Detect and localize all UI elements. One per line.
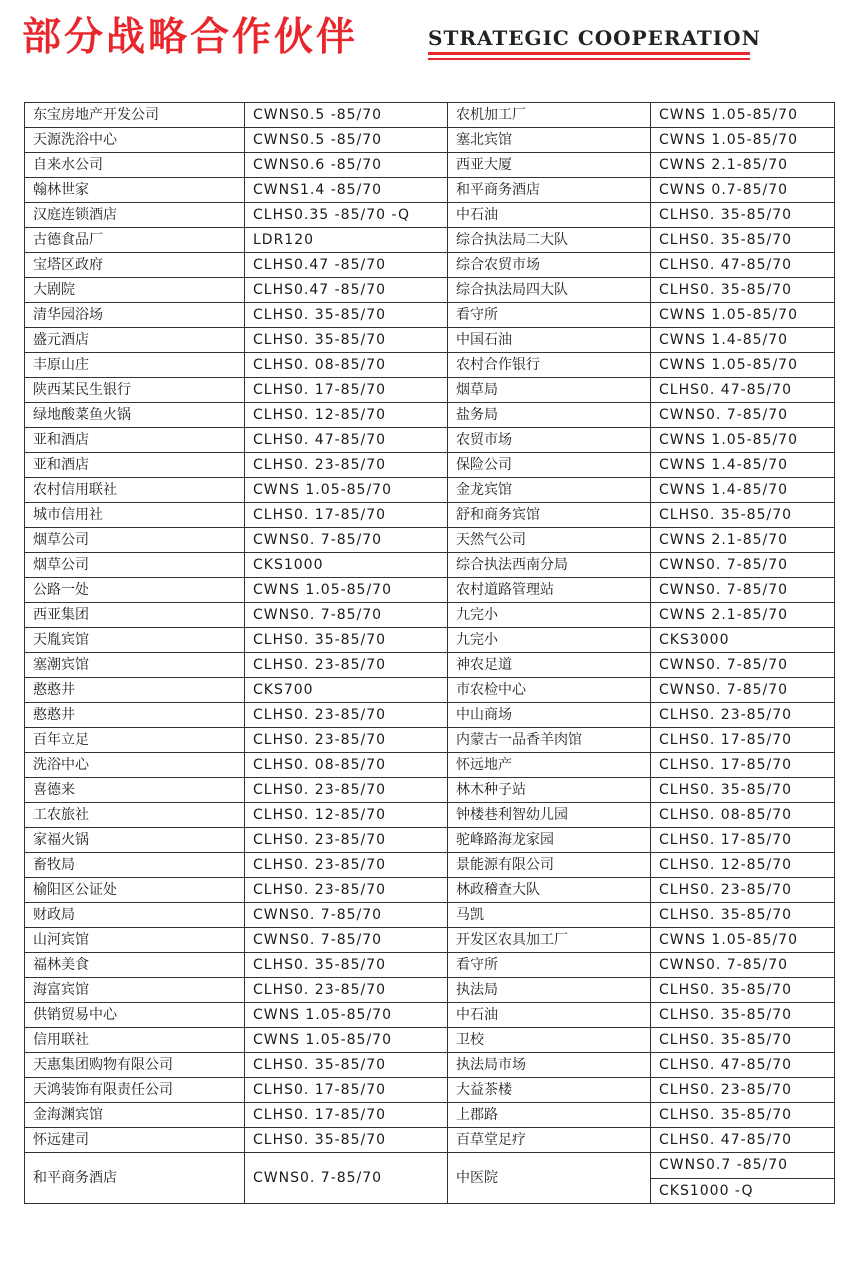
page-title: 部分战略合作伙伴 [22,15,359,60]
table-row [25,803,835,828]
client-name-cell: 烟草公司 [25,553,245,578]
client-name-cell: 中石油 [448,1003,651,1028]
client-name-cell: 盛元酒店 [25,328,245,353]
product-model-cell: CKS700 [245,678,448,703]
product-model-cell: CLHS0. 23-85/70 [245,853,448,878]
product-model-cell: CLHS0. 23-85/70 [651,703,835,728]
product-model-cell: CLHS0. 12-85/70 [245,803,448,828]
product-model-cell: CLHS0. 23-85/70 [245,728,448,753]
table-row [25,1128,835,1153]
product-model-cell: CLHS0. 35-85/70 [245,303,448,328]
client-name-cell: 信用联社 [25,1028,245,1053]
table-row [25,528,835,553]
client-name-cell: 烟草公司 [25,528,245,553]
product-model-cell: CWNS0. 7-85/70 [245,603,448,628]
client-name-cell: 亚和酒店 [25,453,245,478]
client-name-cell: 工农旅社 [25,803,245,828]
client-name-cell: 烟草局 [448,378,651,403]
client-name-cell: 九完小 [448,628,651,653]
product-model-cell: CLHS0. 47-85/70 [651,1053,835,1078]
client-name-cell: 大剧院 [25,278,245,303]
page-subtitle-english: STRATEGIC COOPERATION [428,26,761,50]
client-name-cell: 天胤宾馆 [25,628,245,653]
client-name-cell: 和平商务酒店 [448,178,651,203]
client-name-cell: 陕西某民生银行 [25,378,245,403]
product-model-cell: CLHS0. 23-85/70 [245,978,448,1003]
client-name-cell: 翰林世家 [25,178,245,203]
client-name-cell: 塞潮宾馆 [25,653,245,678]
product-model-cell: CWNS 1.4-85/70 [651,478,835,503]
product-model-cell: CWNS0. 7-85/70 [651,553,835,578]
product-model-cell: CWNS0. 7-85/70 [651,678,835,703]
product-model-cell: CLHS0. 23-85/70 [245,453,448,478]
client-name-cell: 西亚大厦 [448,153,651,178]
product-model-cell: CWNS0. 7-85/70 [651,578,835,603]
table-row [25,328,835,353]
table-row [25,628,835,653]
client-name-cell: 综合农贸市场 [448,253,651,278]
product-model-cell: CLHS0.47 -85/70 [245,253,448,278]
table-row [25,378,835,403]
table-row [25,703,835,728]
product-model-cell: CWNS 0.7-85/70 [651,178,835,203]
product-model-cell: CLHS0. 17-85/70 [651,828,835,853]
product-model-cell: CWNS 1.05-85/70 [651,428,835,453]
product-model-cell: CLHS0. 47-85/70 [651,1128,835,1153]
product-model-cell: CWNS 1.05-85/70 [245,1003,448,1028]
client-name-cell: 综合执法局四大队 [448,278,651,303]
product-model-cell: CWNS0. 7-85/70 [651,653,835,678]
table-row [25,928,835,953]
product-model-cell: CLHS0. 47-85/70 [651,253,835,278]
client-name-cell: 天惠集团购物有限公司 [25,1053,245,1078]
product-model-cell: CLHS0. 17-85/70 [245,503,448,528]
table-row [25,853,835,878]
client-name-cell: 和平商务酒店 [25,1153,245,1204]
client-name-cell: 公路一处 [25,578,245,603]
product-model-cell: CLHS0. 35-85/70 [651,228,835,253]
table-row [25,953,835,978]
client-name-cell: 丰原山庄 [25,353,245,378]
client-name-cell: 绿地酸菜鱼火锅 [25,403,245,428]
product-model-cell: CWNS0. 7-85/70 [245,528,448,553]
client-name-cell: 海富宾馆 [25,978,245,1003]
client-name-cell: 怀远地产 [448,753,651,778]
product-model-cell: CWNS0.5 -85/70 [245,128,448,153]
table-row [25,878,835,903]
product-model-cell: CWNS 1.05-85/70 [245,478,448,503]
table-row [25,1053,835,1078]
partner-table [24,102,835,1204]
client-name-cell: 福林美食 [25,953,245,978]
product-model-cell: CWNS0. 7-85/70 [245,903,448,928]
client-name-cell: 执法局 [448,978,651,1003]
product-model-cell: CLHS0. 35-85/70 [651,503,835,528]
product-model-cell: CWNS0.7 -85/70 [651,1153,835,1179]
table-row [25,403,835,428]
product-model-cell: CLHS0. 23-85/70 [651,1078,835,1103]
product-model-cell: CLHS0. 23-85/70 [245,778,448,803]
product-model-cell: CLHS0. 17-85/70 [651,753,835,778]
table-row [25,603,835,628]
client-name-cell: 畜牧局 [25,853,245,878]
product-model-cell: CWNS1.4 -85/70 [245,178,448,203]
product-model-cell: CWNS 1.05-85/70 [651,103,835,128]
client-name-cell: 马凯 [448,903,651,928]
client-name-cell: 中山商场 [448,703,651,728]
product-model-cell: CWNS 1.05-85/70 [651,928,835,953]
product-model-cell: CWNS 1.4-85/70 [651,328,835,353]
client-name-cell: 洗浴中心 [25,753,245,778]
product-model-cell: CWNS 1.05-85/70 [245,578,448,603]
product-model-cell: CWNS0. 7-85/70 [245,928,448,953]
product-model-cell: CLHS0. 35-85/70 [245,953,448,978]
client-name-cell: 城市信用社 [25,503,245,528]
client-name-cell: 景能源有限公司 [448,853,651,878]
client-name-cell: 林政稽查大队 [448,878,651,903]
product-model-cell: CLHS0. 35-85/70 [651,1028,835,1053]
client-name-cell: 林木种子站 [448,778,651,803]
client-name-cell: 农机加工厂 [448,103,651,128]
client-name-cell: 农村合作银行 [448,353,651,378]
product-model-cell: CWNS0.6 -85/70 [245,153,448,178]
product-model-cell: CLHS0. 35-85/70 [651,1103,835,1128]
table-row [25,753,835,778]
product-model-cell: CLHS0. 23-85/70 [245,828,448,853]
product-model-cell: CLHS0. 08-85/70 [245,353,448,378]
client-name-cell: 金海渊宾馆 [25,1103,245,1128]
title-underline-thick [428,52,750,55]
client-name-cell: 家福火锅 [25,828,245,853]
product-model-cell: CWNS 1.05-85/70 [651,128,835,153]
table-row [25,828,835,853]
product-model-cell: CLHS0. 47-85/70 [245,428,448,453]
table-row [25,303,835,328]
client-name-cell: 上郡路 [448,1103,651,1128]
client-name-cell: 清华园浴场 [25,303,245,328]
table-row [25,978,835,1003]
table-row [25,128,835,153]
table-row [25,278,835,303]
product-model-cell: LDR120 [245,228,448,253]
table-row-last [25,1153,835,1179]
client-name-cell: 中医院 [448,1153,651,1204]
client-name-cell: 大益茶楼 [448,1078,651,1103]
client-name-cell: 农村道路管理站 [448,578,651,603]
product-model-cell: CLHS0. 23-85/70 [245,653,448,678]
product-model-cell: CLHS0. 35-85/70 [651,278,835,303]
table-row [25,778,835,803]
client-name-cell: 古德食品厂 [25,228,245,253]
product-model-cell: CLHS0. 12-85/70 [245,403,448,428]
product-model-cell: CWNS 1.05-85/70 [651,303,835,328]
client-name-cell: 钟楼巷利智幼儿园 [448,803,651,828]
client-name-cell: 自来水公司 [25,153,245,178]
product-model-cell: CLHS0. 08-85/70 [651,803,835,828]
table-row [25,503,835,528]
client-name-cell: 汉庭连锁酒店 [25,203,245,228]
client-name-cell: 执法局市场 [448,1053,651,1078]
client-name-cell: 市农检中心 [448,678,651,703]
product-model-cell: CWNS 2.1-85/70 [651,153,835,178]
product-model-cell: CLHS0. 35-85/70 [651,978,835,1003]
product-model-cell: CLHS0.35 -85/70 -Q [245,203,448,228]
table-row [25,553,835,578]
client-name-cell: 榆阳区公证处 [25,878,245,903]
product-model-cell: CLHS0. 23-85/70 [245,878,448,903]
client-name-cell: 综合执法局二大队 [448,228,651,253]
product-model-cell: CLHS0. 08-85/70 [245,753,448,778]
product-model-cell: CLHS0. 23-85/70 [245,703,448,728]
product-model-cell: CLHS0. 35-85/70 [651,778,835,803]
table-row [25,203,835,228]
product-model-cell: CLHS0. 35-85/70 [651,903,835,928]
client-name-cell: 九完小 [448,603,651,628]
client-name-cell: 保险公司 [448,453,651,478]
client-name-cell: 开发区农具加工厂 [448,928,651,953]
table-row [25,578,835,603]
client-name-cell: 内蒙古一品香羊肉馆 [448,728,651,753]
client-name-cell: 百草堂足疗 [448,1128,651,1153]
client-name-cell: 驼峰路海龙家园 [448,828,651,853]
product-model-cell: CWNS 2.1-85/70 [651,603,835,628]
product-model-cell: CLHS0. 35-85/70 [245,1053,448,1078]
product-model-cell: CKS1000 -Q [651,1178,835,1204]
product-model-cell: CLHS0. 35-85/70 [651,203,835,228]
client-name-cell: 农村信用联社 [25,478,245,503]
product-model-cell: CLHS0. 17-85/70 [245,378,448,403]
product-model-cell: CWNS 2.1-85/70 [651,528,835,553]
product-model-cell: CWNS0.5 -85/70 [245,103,448,128]
client-name-cell: 农贸市场 [448,428,651,453]
client-name-cell: 中国石油 [448,328,651,353]
table-row [25,103,835,128]
client-name-cell: 百年立足 [25,728,245,753]
product-model-cell: CWNS 1.4-85/70 [651,453,835,478]
client-name-cell: 盐务局 [448,403,651,428]
product-model-cell: CWNS0. 7-85/70 [651,403,835,428]
table-row [25,228,835,253]
client-name-cell: 天鸿装饰有限责任公司 [25,1078,245,1103]
client-name-cell: 神农足道 [448,653,651,678]
title-underline-thin [428,58,750,60]
product-model-cell: CLHS0. 47-85/70 [651,378,835,403]
client-name-cell: 天源洗浴中心 [25,128,245,153]
client-name-cell: 山河宾馆 [25,928,245,953]
client-name-cell: 看守所 [448,953,651,978]
table-row [25,353,835,378]
client-name-cell: 看守所 [448,303,651,328]
table-row [25,1078,835,1103]
product-model-cell: CWNS 1.05-85/70 [651,353,835,378]
product-model-cell: CLHS0. 35-85/70 [245,328,448,353]
table-row [25,653,835,678]
product-model-cell: CLHS0. 35-85/70 [651,1003,835,1028]
table-row [25,453,835,478]
client-name-cell: 天然气公司 [448,528,651,553]
client-name-cell: 供销贸易中心 [25,1003,245,1028]
client-name-cell: 综合执法西南分局 [448,553,651,578]
table-row [25,678,835,703]
table-row [25,1028,835,1053]
client-name-cell: 憨憨井 [25,703,245,728]
product-model-cell: CKS3000 [651,628,835,653]
table-row [25,1103,835,1128]
client-name-cell: 怀远建司 [25,1128,245,1153]
product-model-cell: CLHS0. 17-85/70 [245,1103,448,1128]
product-model-cell: CLHS0. 17-85/70 [245,1078,448,1103]
product-model-cell: CKS1000 [245,553,448,578]
table-row [25,178,835,203]
table-row [25,903,835,928]
client-name-cell: 卫校 [448,1028,651,1053]
client-name-cell: 财政局 [25,903,245,928]
client-name-cell: 塞北宾馆 [448,128,651,153]
client-name-cell: 亚和酒店 [25,428,245,453]
product-model-cell: CWNS 1.05-85/70 [245,1028,448,1053]
client-name-cell: 舒和商务宾馆 [448,503,651,528]
product-model-cell: CLHS0. 35-85/70 [245,1128,448,1153]
client-name-cell: 西亚集团 [25,603,245,628]
table-row [25,1003,835,1028]
client-name-cell: 喜德来 [25,778,245,803]
client-name-cell: 中石油 [448,203,651,228]
table-row [25,253,835,278]
product-model-cell: CWNS0. 7-85/70 [651,953,835,978]
table-row [25,728,835,753]
product-model-cell: CLHS0. 12-85/70 [651,853,835,878]
table-row [25,428,835,453]
product-model-cell: CLHS0. 17-85/70 [651,728,835,753]
client-name-cell: 憨憨井 [25,678,245,703]
client-name-cell: 金龙宾馆 [448,478,651,503]
client-name-cell: 宝塔区政府 [25,253,245,278]
product-model-cell: CWNS0. 7-85/70 [245,1153,448,1204]
page-header [0,0,860,80]
table-row [25,153,835,178]
product-model-cell: CLHS0. 35-85/70 [245,628,448,653]
client-name-cell: 东宝房地产开发公司 [25,103,245,128]
table-row [25,478,835,503]
partner-table-body [25,103,835,1204]
product-model-cell: CLHS0.47 -85/70 [245,278,448,303]
product-model-cell: CLHS0. 23-85/70 [651,878,835,903]
